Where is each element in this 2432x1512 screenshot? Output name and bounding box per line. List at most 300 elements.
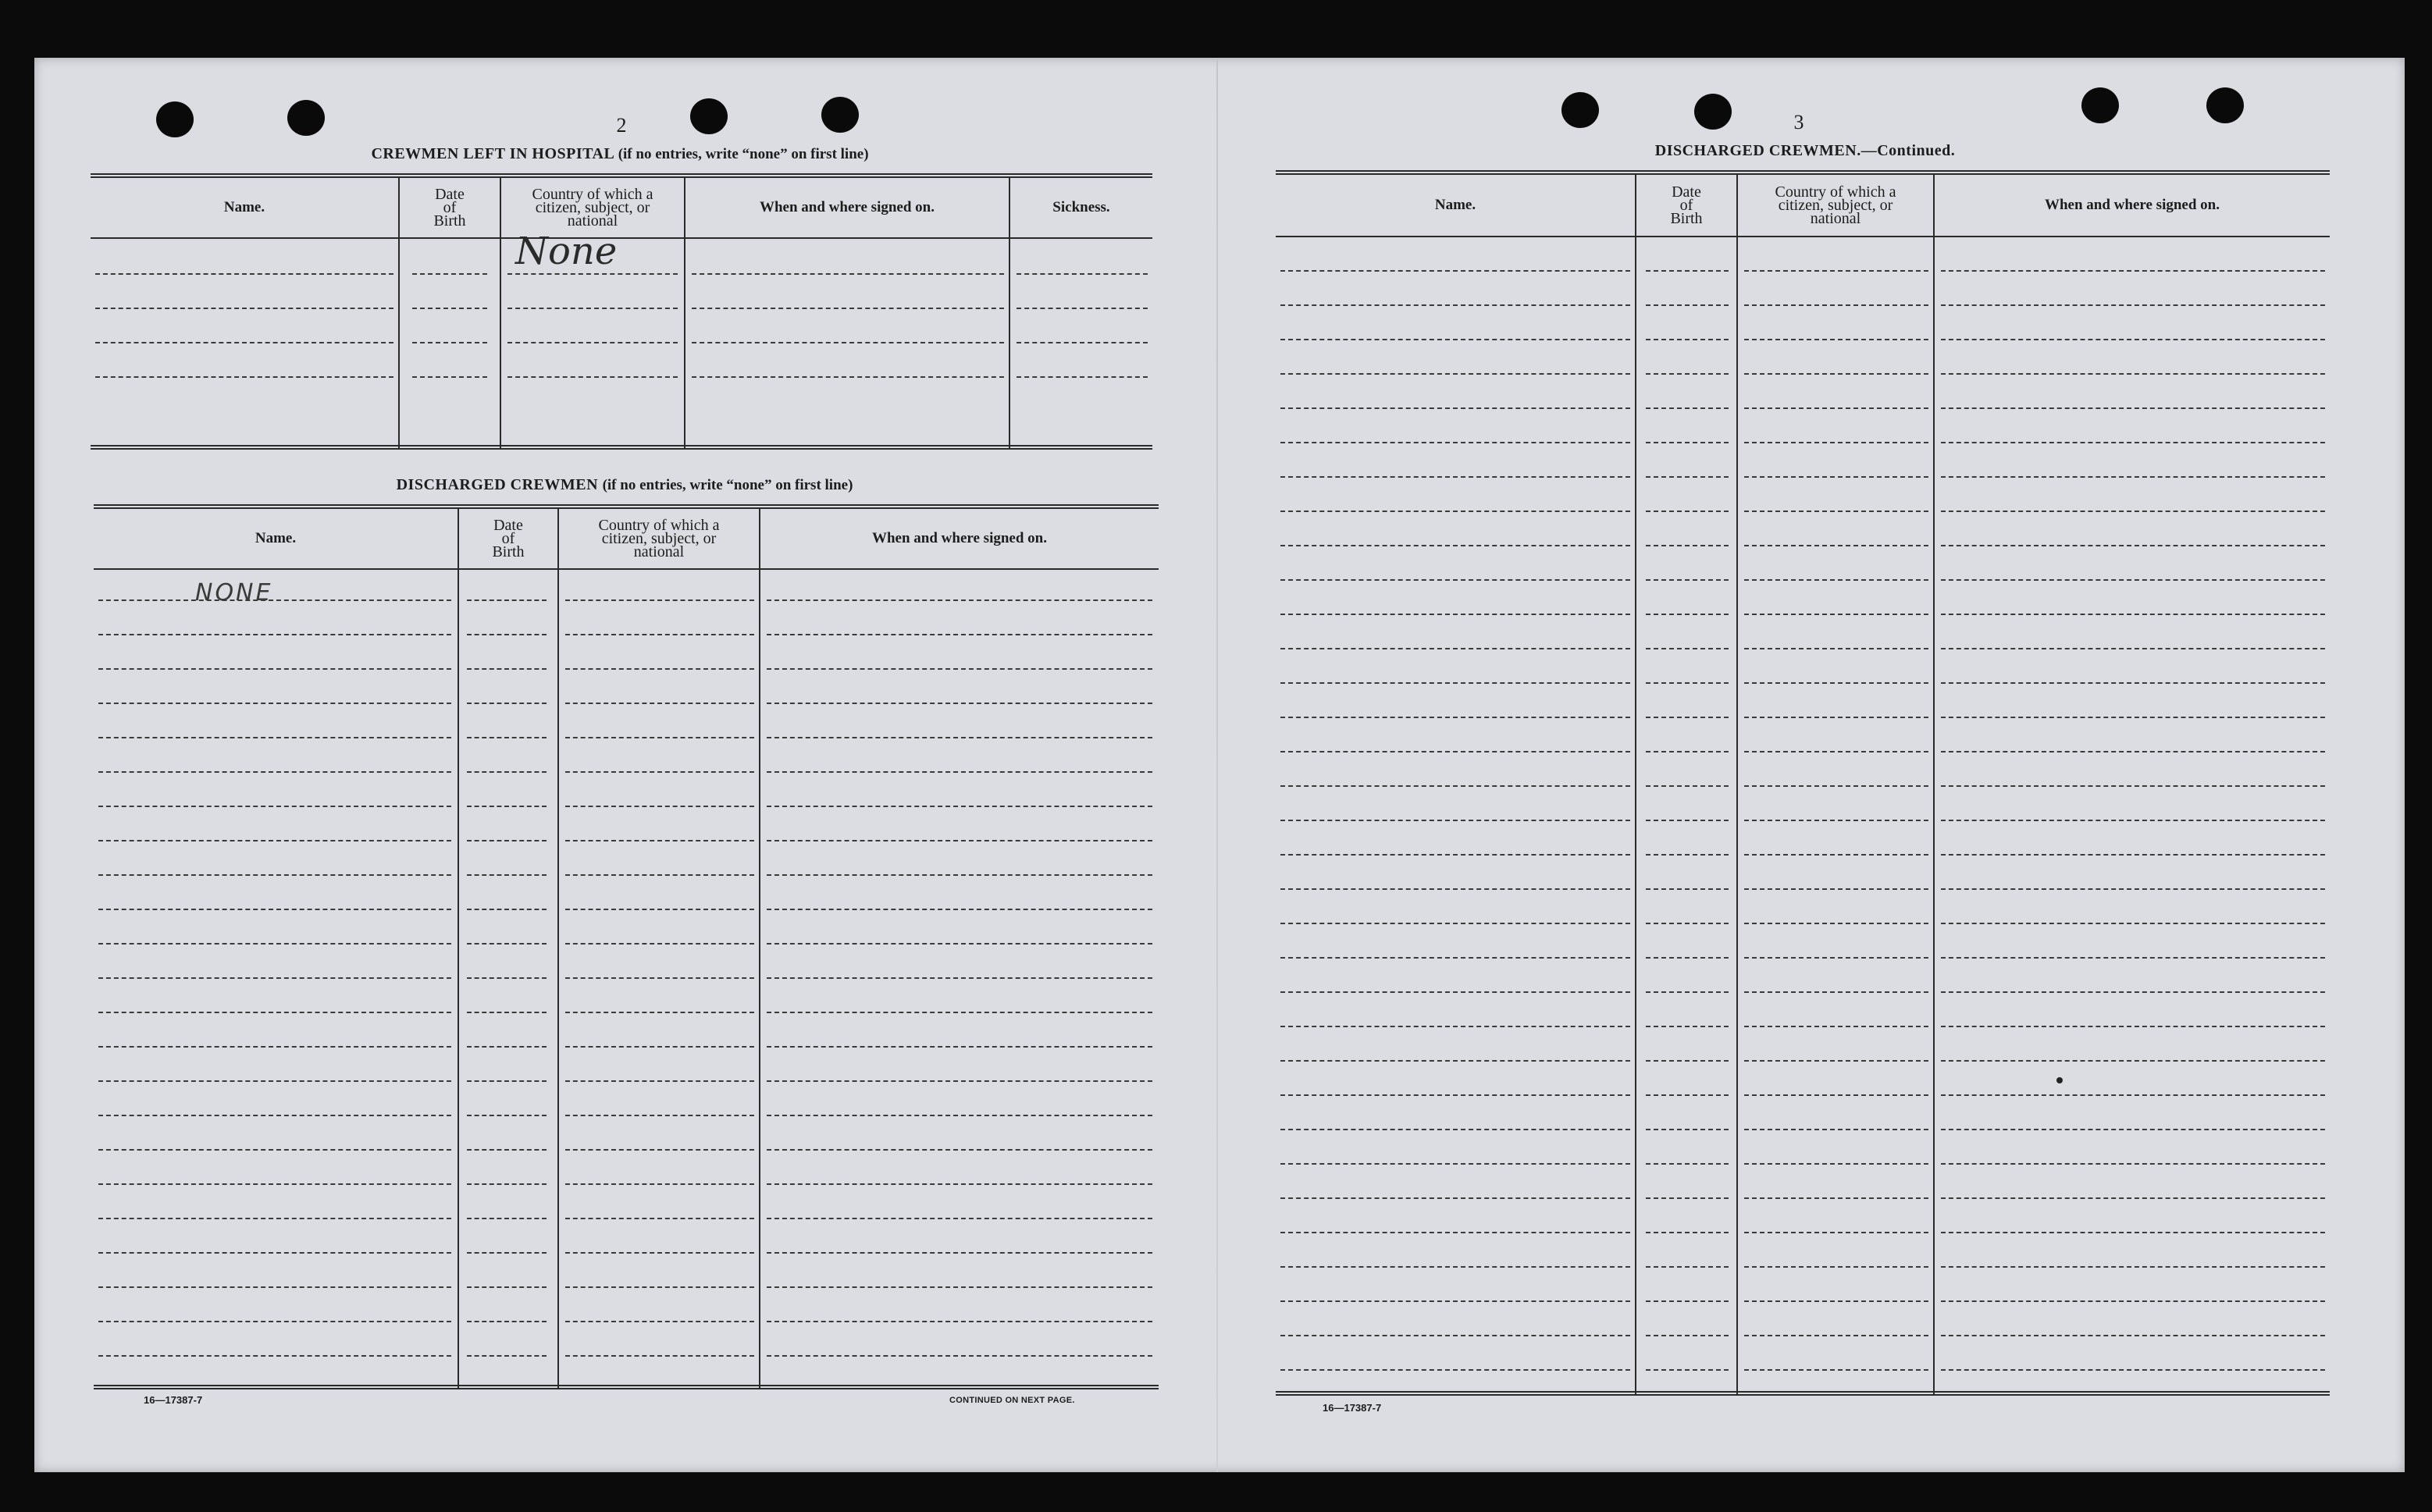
ruled-line xyxy=(507,308,678,309)
ruled-line xyxy=(1280,820,1630,821)
ruled-line xyxy=(1744,270,1928,272)
hospital-title-note: (if no entries, write “none” on first line) xyxy=(618,146,869,162)
ruled-line xyxy=(98,806,451,807)
hospital-table xyxy=(91,173,1152,454)
ruled-line xyxy=(467,703,547,704)
ruled-line xyxy=(1280,1026,1630,1027)
ruled-line xyxy=(1941,1300,2325,1302)
ruled-line xyxy=(98,1321,451,1322)
ruled-line xyxy=(1280,888,1630,890)
ruled-line xyxy=(1017,376,1148,378)
ruled-line xyxy=(1941,682,2325,684)
punch-hole xyxy=(821,97,859,133)
form-code: 16—17387-7 xyxy=(1323,1402,1382,1414)
ruled-line xyxy=(767,840,1152,841)
discharged-title: DISCHARGED CREWMEN xyxy=(396,476,599,493)
punch-hole xyxy=(2206,87,2244,123)
ruled-line xyxy=(1280,648,1630,649)
ruled-line xyxy=(1280,1060,1630,1062)
ruled-line xyxy=(1017,308,1148,309)
continued-note: CONTINUED ON NEXT PAGE. xyxy=(949,1396,1075,1405)
ruled-line xyxy=(1646,511,1729,512)
page-fold xyxy=(1216,58,1218,1472)
ruled-line xyxy=(565,806,754,807)
ruled-line xyxy=(412,273,487,275)
ruled-line xyxy=(565,874,754,876)
ruled-line xyxy=(98,840,451,841)
punch-hole xyxy=(156,101,194,137)
ruled-line xyxy=(692,342,1004,343)
ruled-line xyxy=(565,1183,754,1185)
ruled-line xyxy=(98,1183,451,1185)
ruled-line xyxy=(767,943,1152,945)
ruled-line xyxy=(565,737,754,738)
ruled-line xyxy=(1280,854,1630,856)
ruled-line xyxy=(1280,682,1630,684)
ruled-line xyxy=(767,1183,1152,1185)
ruled-line xyxy=(1280,1369,1630,1371)
ruled-line xyxy=(98,1012,451,1013)
right-section-title: DISCHARGED CREWMEN.—Continued. xyxy=(1654,142,1956,159)
ruled-line xyxy=(1744,1232,1928,1233)
ruled-line xyxy=(467,1286,547,1288)
page-number: 3 xyxy=(1793,111,1804,133)
ruled-line xyxy=(565,1080,754,1082)
ruled-line xyxy=(1646,820,1729,821)
ruled-line xyxy=(1744,442,1928,443)
ruled-line xyxy=(98,943,451,945)
ruled-line xyxy=(1646,304,1729,306)
ruled-line xyxy=(467,806,547,807)
ruled-line xyxy=(767,1115,1152,1116)
ruled-line xyxy=(565,1115,754,1116)
column-header-country xyxy=(501,178,684,237)
ruled-line xyxy=(767,599,1152,601)
ruled-line xyxy=(565,599,754,601)
ruled-line xyxy=(1280,304,1630,306)
ruled-line xyxy=(1941,373,2325,375)
ruled-line xyxy=(1744,579,1928,581)
header-line: Date xyxy=(493,516,523,534)
ruled-line xyxy=(507,273,678,275)
header-line: citizen, subject, or xyxy=(601,529,717,547)
ruled-line xyxy=(1744,957,1928,959)
ruled-line xyxy=(767,1355,1152,1357)
ruled-line xyxy=(767,1321,1152,1322)
ruled-line xyxy=(767,703,1152,704)
punch-hole xyxy=(1694,94,1732,130)
ruled-line xyxy=(1941,1335,2325,1336)
ruled-line xyxy=(1280,339,1630,340)
punch-hole xyxy=(1561,92,1599,128)
ruled-line xyxy=(507,376,678,378)
ruled-line xyxy=(1646,1060,1729,1062)
ruled-line xyxy=(1941,1266,2325,1268)
ruled-line xyxy=(507,342,678,343)
column-header-date-of-birth xyxy=(400,178,500,237)
ruled-line xyxy=(98,977,451,979)
ruled-line xyxy=(1941,957,2325,959)
header-line: citizen, subject, or xyxy=(1778,196,1893,214)
ruled-line xyxy=(1280,270,1630,272)
ruled-line xyxy=(1280,1129,1630,1130)
header-line: citizen, subject, or xyxy=(535,198,650,216)
ruled-line xyxy=(1646,957,1729,959)
ruled-line xyxy=(1646,1129,1729,1130)
header-line: Date xyxy=(435,185,465,203)
ruled-line xyxy=(1941,1232,2325,1233)
ruled-line xyxy=(1280,373,1630,375)
ruled-line xyxy=(1280,785,1630,787)
ruled-line xyxy=(565,977,754,979)
ruled-line xyxy=(1744,648,1928,649)
ruled-line xyxy=(1941,1197,2325,1199)
ruled-line xyxy=(467,977,547,979)
ruled-line xyxy=(1280,991,1630,993)
ruled-line xyxy=(1941,476,2325,478)
ruled-line xyxy=(412,342,487,343)
ruled-line xyxy=(1646,1197,1729,1199)
header-line: of xyxy=(1679,196,1693,214)
header-line: Birth xyxy=(492,543,525,560)
ruled-line xyxy=(1941,614,2325,615)
handwritten-none-hospital: None xyxy=(515,229,618,273)
ruled-line xyxy=(98,1046,451,1048)
ruled-line xyxy=(1941,717,2325,718)
ruled-line xyxy=(1744,304,1928,306)
ruled-line xyxy=(467,1046,547,1048)
ruled-line xyxy=(1744,717,1928,718)
ruled-line xyxy=(1744,511,1928,512)
ruled-line xyxy=(1280,1266,1630,1268)
ruled-line xyxy=(467,1183,547,1185)
ruled-line xyxy=(1941,1026,2325,1027)
ruled-line xyxy=(467,1149,547,1151)
ruled-line xyxy=(565,1149,754,1151)
ruled-line xyxy=(98,1252,451,1254)
ruled-line xyxy=(1744,373,1928,375)
hospital-title: CREWMEN LEFT IN HOSPITAL xyxy=(371,145,614,162)
ruled-line xyxy=(565,703,754,704)
ruled-line xyxy=(98,737,451,738)
header-line: Country of which a xyxy=(532,185,653,203)
ruled-line xyxy=(98,874,451,876)
page-number: 2 xyxy=(616,114,627,137)
ruled-line xyxy=(1744,339,1928,340)
ruled-line xyxy=(467,909,547,910)
ruled-line xyxy=(98,1218,451,1219)
ruled-line xyxy=(565,1286,754,1288)
ruled-line xyxy=(565,943,754,945)
ruled-line xyxy=(95,376,393,378)
ink-speck xyxy=(2056,1077,2063,1083)
ruled-line xyxy=(767,909,1152,910)
ruled-line xyxy=(1646,648,1729,649)
ruled-line xyxy=(1646,1335,1729,1336)
ruled-line xyxy=(1646,1026,1729,1027)
ruled-line xyxy=(1941,1163,2325,1165)
ruled-line xyxy=(467,599,547,601)
ruled-line xyxy=(98,1115,451,1116)
header-line: Country of which a xyxy=(598,516,720,534)
column-header-name: Name. xyxy=(255,530,297,546)
ruled-line xyxy=(565,1321,754,1322)
ruled-line xyxy=(1280,614,1630,615)
ruled-line xyxy=(1646,1094,1729,1096)
ruled-line xyxy=(1744,1197,1928,1199)
ruled-line xyxy=(1646,888,1729,890)
ruled-line xyxy=(1744,407,1928,409)
ruled-line xyxy=(1744,991,1928,993)
ruled-line xyxy=(467,1012,547,1013)
ruled-line xyxy=(1744,1369,1928,1371)
ruled-line xyxy=(1744,1129,1928,1130)
ruled-line xyxy=(1941,854,2325,856)
ruled-line xyxy=(767,668,1152,670)
ruled-line xyxy=(1646,682,1729,684)
ruled-line xyxy=(767,874,1152,876)
ruled-line xyxy=(1744,1163,1928,1165)
ruled-line xyxy=(1646,991,1729,993)
header-line: national xyxy=(633,543,685,560)
ruled-line xyxy=(467,840,547,841)
ruled-line xyxy=(467,771,547,773)
ruled-line xyxy=(98,634,451,635)
ruled-line xyxy=(1646,1369,1729,1371)
ruled-line xyxy=(565,1012,754,1013)
ruled-line xyxy=(1646,1163,1729,1165)
column-header-signed-on: When and where signed on. xyxy=(2044,197,2220,213)
ruled-line xyxy=(565,840,754,841)
ruled-line xyxy=(1646,270,1729,272)
ruled-line xyxy=(1280,1335,1630,1336)
ruled-line xyxy=(1941,751,2325,752)
ruled-line xyxy=(98,1080,451,1082)
ruled-line xyxy=(1744,751,1928,752)
column-header-signed-on: When and where signed on. xyxy=(759,199,935,215)
ruled-line xyxy=(1646,1232,1729,1233)
punch-hole xyxy=(2081,87,2119,123)
ruled-line xyxy=(98,703,451,704)
ruled-line xyxy=(467,1115,547,1116)
header-line: of xyxy=(501,529,515,547)
ruled-line xyxy=(98,1355,451,1357)
ruled-line xyxy=(767,1286,1152,1288)
column-header-name: Name. xyxy=(223,199,265,215)
ruled-line xyxy=(1941,1369,2325,1371)
ruled-line xyxy=(1646,1300,1729,1302)
column-header-signed-on: When and where signed on. xyxy=(871,530,1047,546)
ruled-line xyxy=(95,308,393,309)
hospital-section-title xyxy=(91,145,1149,163)
column-header-date-of-birth xyxy=(1636,175,1736,236)
ruled-line xyxy=(467,1355,547,1357)
ruled-line xyxy=(1744,923,1928,924)
ruled-line xyxy=(767,806,1152,807)
ruled-line xyxy=(1280,511,1630,512)
ruled-line xyxy=(565,634,754,635)
ruled-line xyxy=(1744,1060,1928,1062)
ruled-line xyxy=(1646,614,1729,615)
ruled-line xyxy=(95,273,393,275)
ruled-line xyxy=(692,273,1004,275)
ruled-line xyxy=(767,634,1152,635)
ruled-line xyxy=(767,771,1152,773)
ruled-line xyxy=(565,1252,754,1254)
ruled-line xyxy=(1941,339,2325,340)
ruled-line xyxy=(1646,579,1729,581)
ruled-line xyxy=(1744,476,1928,478)
ruled-line xyxy=(98,668,451,670)
ruled-line xyxy=(1941,1129,2325,1130)
ruled-line xyxy=(467,1080,547,1082)
ruled-line xyxy=(98,909,451,910)
ruled-line xyxy=(1280,1232,1630,1233)
ruled-line xyxy=(565,1355,754,1357)
ruled-line xyxy=(767,1252,1152,1254)
ruled-line xyxy=(692,308,1004,309)
ruled-line xyxy=(1646,854,1729,856)
ruled-line xyxy=(467,1252,547,1254)
ruled-line xyxy=(1941,407,2325,409)
ruled-line xyxy=(1280,1300,1630,1302)
discharged-table-left xyxy=(94,504,1159,1393)
ruled-line xyxy=(1280,957,1630,959)
ruled-line xyxy=(1280,579,1630,581)
ruled-line xyxy=(1280,1197,1630,1199)
ruled-line xyxy=(1280,476,1630,478)
ruled-line xyxy=(1280,407,1630,409)
header-line: national xyxy=(567,212,618,229)
ruled-line xyxy=(1744,854,1928,856)
ruled-line xyxy=(565,1218,754,1219)
ruled-line xyxy=(1941,923,2325,924)
ruled-line xyxy=(1744,1335,1928,1336)
ruled-line xyxy=(565,771,754,773)
punch-hole xyxy=(690,98,728,134)
ruled-line xyxy=(1646,442,1729,443)
ruled-line xyxy=(565,909,754,910)
ruled-line xyxy=(1941,820,2325,821)
ruled-line xyxy=(1941,270,2325,272)
ruled-line xyxy=(1941,888,2325,890)
ruled-line xyxy=(1646,339,1729,340)
header-line: Country of which a xyxy=(1775,183,1896,201)
column-header-country xyxy=(1738,175,1933,236)
ruled-line xyxy=(1744,614,1928,615)
handwritten-none-discharged: NONE xyxy=(195,579,273,607)
ruled-line xyxy=(1744,1094,1928,1096)
header-line: of xyxy=(443,198,457,216)
ruled-line xyxy=(467,1321,547,1322)
ruled-line xyxy=(1646,717,1729,718)
form-code: 16—17387-7 xyxy=(144,1394,203,1406)
ruled-line xyxy=(1646,373,1729,375)
discharged-section-title xyxy=(94,476,1155,494)
ruled-line xyxy=(1646,407,1729,409)
ruled-line xyxy=(692,376,1004,378)
ruled-line xyxy=(767,1080,1152,1082)
ruled-line xyxy=(767,1149,1152,1151)
ruled-line xyxy=(1646,923,1729,924)
ruled-line xyxy=(767,737,1152,738)
punch-hole xyxy=(287,100,325,136)
discharged-table-right xyxy=(1276,170,2330,1399)
ruled-line xyxy=(1744,820,1928,821)
ruled-line xyxy=(1280,1163,1630,1165)
ruled-line xyxy=(467,1218,547,1219)
ruled-line xyxy=(1941,511,2325,512)
column-header-date-of-birth xyxy=(459,509,557,568)
header-line: Date xyxy=(1672,183,1701,201)
ruled-line xyxy=(467,943,547,945)
ruled-line xyxy=(1941,545,2325,546)
ruled-line xyxy=(1744,1026,1928,1027)
ruled-line xyxy=(1280,545,1630,546)
ruled-line xyxy=(1280,751,1630,752)
column-header-sickness: Sickness. xyxy=(1052,199,1110,215)
ruled-line xyxy=(1646,476,1729,478)
ruled-line xyxy=(1744,1300,1928,1302)
column-header-name: Name. xyxy=(1434,197,1476,213)
ruled-line xyxy=(1280,923,1630,924)
ruled-line xyxy=(95,342,393,343)
ruled-line xyxy=(1280,1094,1630,1096)
header-line: Birth xyxy=(433,212,466,229)
ruled-line xyxy=(98,1286,451,1288)
ruled-line xyxy=(1017,342,1148,343)
ruled-line xyxy=(767,1046,1152,1048)
header-line: Birth xyxy=(1670,209,1703,227)
ruled-line xyxy=(1941,304,2325,306)
discharged-title-note: (if no entries, write “none” on first line) xyxy=(602,477,853,493)
ruled-line xyxy=(565,1046,754,1048)
ruled-line xyxy=(1017,273,1148,275)
ruled-line xyxy=(1744,545,1928,546)
ruled-line xyxy=(565,668,754,670)
ruled-line xyxy=(1280,442,1630,443)
ruled-line xyxy=(1646,785,1729,787)
ruled-line xyxy=(412,376,487,378)
column-header-country xyxy=(559,509,759,568)
ruled-line xyxy=(1941,579,2325,581)
ruled-line xyxy=(767,977,1152,979)
ruled-line xyxy=(1280,717,1630,718)
ruled-line xyxy=(467,668,547,670)
ruled-line xyxy=(1744,1266,1928,1268)
ruled-line xyxy=(98,1149,451,1151)
ruled-line xyxy=(1744,888,1928,890)
header-line: national xyxy=(1810,209,1861,227)
ruled-line xyxy=(467,874,547,876)
ruled-line xyxy=(1941,785,2325,787)
ruled-line xyxy=(1744,785,1928,787)
ruled-line xyxy=(467,737,547,738)
ruled-line xyxy=(1941,1094,2325,1096)
ruled-line xyxy=(1646,1266,1729,1268)
ruled-line xyxy=(412,308,487,309)
ruled-line xyxy=(767,1218,1152,1219)
ruled-line xyxy=(1941,1060,2325,1062)
ruled-line xyxy=(1646,751,1729,752)
ruled-line xyxy=(98,599,451,601)
ruled-line xyxy=(1646,545,1729,546)
ruled-line xyxy=(1941,648,2325,649)
ruled-line xyxy=(1744,682,1928,684)
ruled-line xyxy=(1941,442,2325,443)
ruled-line xyxy=(98,771,451,773)
ruled-line xyxy=(1941,991,2325,993)
